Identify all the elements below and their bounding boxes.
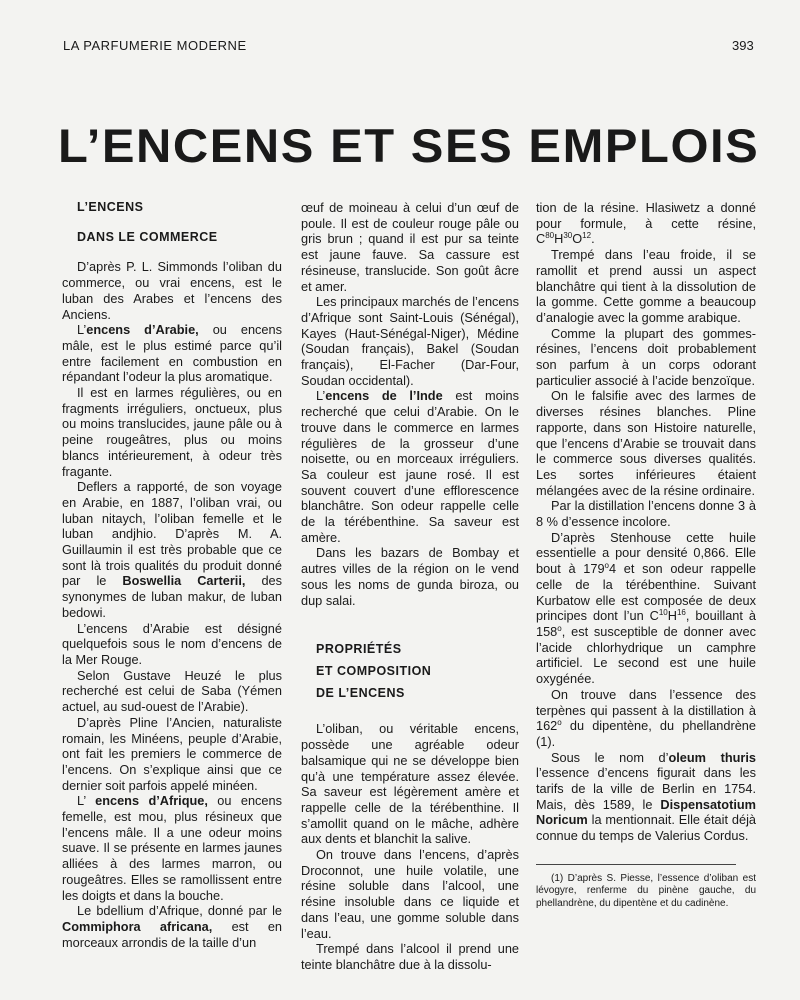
paragraph: L’encens d’Arabie est désigné quelquefois sous le nom d’encens de la Mer Rouge. [62, 620, 282, 667]
section-heading: DE L’ENCENS [316, 685, 405, 700]
paragraph: Le bdellium d’Afrique, donné par le Commiphora africana, est en morceaux arrondis de la taille d’un [62, 903, 282, 950]
section-heading: DANS LE COMMERCE [77, 229, 218, 244]
section-heading: L’ENCENS [77, 200, 144, 214]
paragraph: Les principaux marchés de l’encens d’Afrique sont Saint-Louis (Sénégal), Kayes (Haut-Sénégal-Niger), Médine (Soudan français), Bakel (Soudan français), El-Facher (Dar-Four, Soudan occidental). [301, 294, 519, 388]
paragraph: Trempé dans l’eau froide, il se ramollit et prend aussi un aspect blanchâtre qui tient à la dissolution de la gomme. Cette gomme a beaucoup d’analogie avec la gomme arabique. [536, 247, 756, 325]
column-3 [536, 200, 756, 910]
paragraph: Trempé dans l’alcool il prend une teinte blanchâtre due à la dissolu- [301, 941, 519, 972]
paragraph: D’après Stenhouse cette huile essentielle a pour densité 0,866. Elle bout à 179$^o$4 et son odeur rappelle celle de la térébenthine. Suivant Kurbatow elle est composée de deux principes dont l’un $C^{10}H^{16}$, bouillant à 158$^o$, est susceptible de donner avec l’acide chlorhydrique un camphre artificiel. Le second est une huile oxygénée. [536, 529, 756, 687]
footnote-divider [536, 864, 736, 865]
column-2 [301, 200, 519, 973]
paragraph: Selon Gustave Heuzé le plus recherché est celui de Saba (Yémen actuel, au sud-ouest de l’Arabie). [62, 667, 282, 715]
paragraph: D’après Pline l’Ancien, naturaliste romain, les Minéens, peuple d’Arabie, ont fait les premiers le commerce de l’encens. On s’explique ainsi que ce dernier soit parfois appelé minéen. [62, 714, 282, 793]
paragraph: On trouve dans l’encens, d’après Droconnot, une huile volatile, une résine soluble dans l’alcool, une résine insoluble dans ce liquide et dans l’eau, une gomme soluble dans l’eau. [301, 847, 519, 941]
paragraph: D’après P. L. Simmonds l’oliban du commerce, ou vrai encens, est le luban des Arabes et l’encens des Anciens. [62, 259, 282, 322]
section-heading: PROPRIÉTÉS [316, 642, 402, 657]
footnote: (1) D’après S. Piesse, l’essence d’oliban est lévogyre, renferme du pinène gauche, du phellandrène, du dipentène et du cadinène. [536, 872, 756, 909]
section-heading: ET COMPOSITION [316, 663, 432, 678]
paragraph: Deflers a rapporté, de son voyage en Arabie, en 1887, l’oliban vrai, ou luban nitaych, l’oliban femelle et le luban andjhio. D’après M. A. Guillaumin il est très probable que ce sont là trois qualités du produit donné par le Boswellia Carterii, des synonymes de luban makur, de luban bedowi. [62, 479, 282, 620]
paragraph: L’oliban, ou véritable encens, possède une agréable odeur balsamique qui ne se développe bien qu’à une température assez élevée. Sa saveur est légèrement amère et rappelle celle de la térébenthine. Il s’amollit quand on le mâche, adhère aux dents et blanchit la salive. [301, 721, 519, 847]
column-1 [62, 200, 282, 950]
running-head: LA PARFUMERIE MODERNE [63, 38, 247, 53]
paragraph: L’ encens d’Afrique, ou encens femelle, est mou, plus résineux que l’encens mâle. Il a une odeur moins suave. Il se présente en larmes jaunes alliées à des larmes marron, ou rougeâtres. Elles se ramollissent entre les doigts et dans la bouche. [62, 793, 282, 903]
paragraph: œuf de moineau à celui d’un œuf de poule. Il est de couleur rouge pâle ou gris brun ; quand il est pur sa teinte est jaune fauve. Sa cassure est résineuse, translucide. Son goût âcre et amer. [301, 200, 519, 294]
paragraph: L’encens de l’Inde est moins recherché que celui d’Arabie. On le trouve dans le commerce en larmes régulières de la grosseur d’une noisette, ou en morceaux irréguliers. Sa couleur est jaune rosé. Il est souvent couvert d’une efflorescence blanchâtre. Son odeur rappelle celle de la térébenthine. Sa saveur est amère. [301, 388, 520, 545]
paragraph: Il est en larmes régulières, ou en fragments irréguliers, onctueux, plus ou moins translucides, jaune pâle ou à peine rougeâtres, plus ou moins blancs intérieurement, à odeur très fragante. [62, 385, 282, 479]
page-number: 393 [732, 38, 754, 53]
paragraph: Par la distillation l’encens donne 3 à 8 % d’essence incolore. [536, 498, 756, 530]
paragraph: On trouve dans l’essence des terpènes qui passent à la distillation à 162$^o$ du dipentène, du phellandrène (1). [536, 686, 756, 749]
article-title: L’ENCENS ET SES EMPLOIS [58, 119, 760, 172]
paragraph: On le falsifie avec des larmes de diverses résines blanches. Pline rapporte, dans son Histoire naturelle, que l’encens d’Arabie se trouvait dans le commerce sous diverses qualités. Les sortes inférieures étaient mélangées avec de la résine ordinaire. [536, 388, 756, 498]
paragraph: Dans les bazars de Bombay et autres villes de la région on le vend sous les noms de gunda biroza, ou dup salai. [301, 545, 519, 608]
paragraph: Comme la plupart des gommes-résines, l’encens doit probablement son parfum à un corps odorant particulier associé à l’acide benzoïque. [536, 325, 756, 388]
paragraph: tion de la résine. Hlasiwetz a donné pour formule, à cette résine, $C^{80}H^{30}O^{12}$. [536, 200, 756, 247]
paragraph: L’encens d’Arabie, ou encens mâle, est le plus estimé parce qu’il entre facilement en combustion en répandant l’odeur la plus aromatique. [62, 322, 282, 385]
paragraph: Sous le nom d’oleum thuris l’essence d’encens figurait dans les tarifs de la ville de Berlin en 1754. Mais, dès 1589, le Dispensatotium Noricum la mentionnait. Elle était déjà connue du temps de Valerius Cordus. [536, 749, 756, 844]
